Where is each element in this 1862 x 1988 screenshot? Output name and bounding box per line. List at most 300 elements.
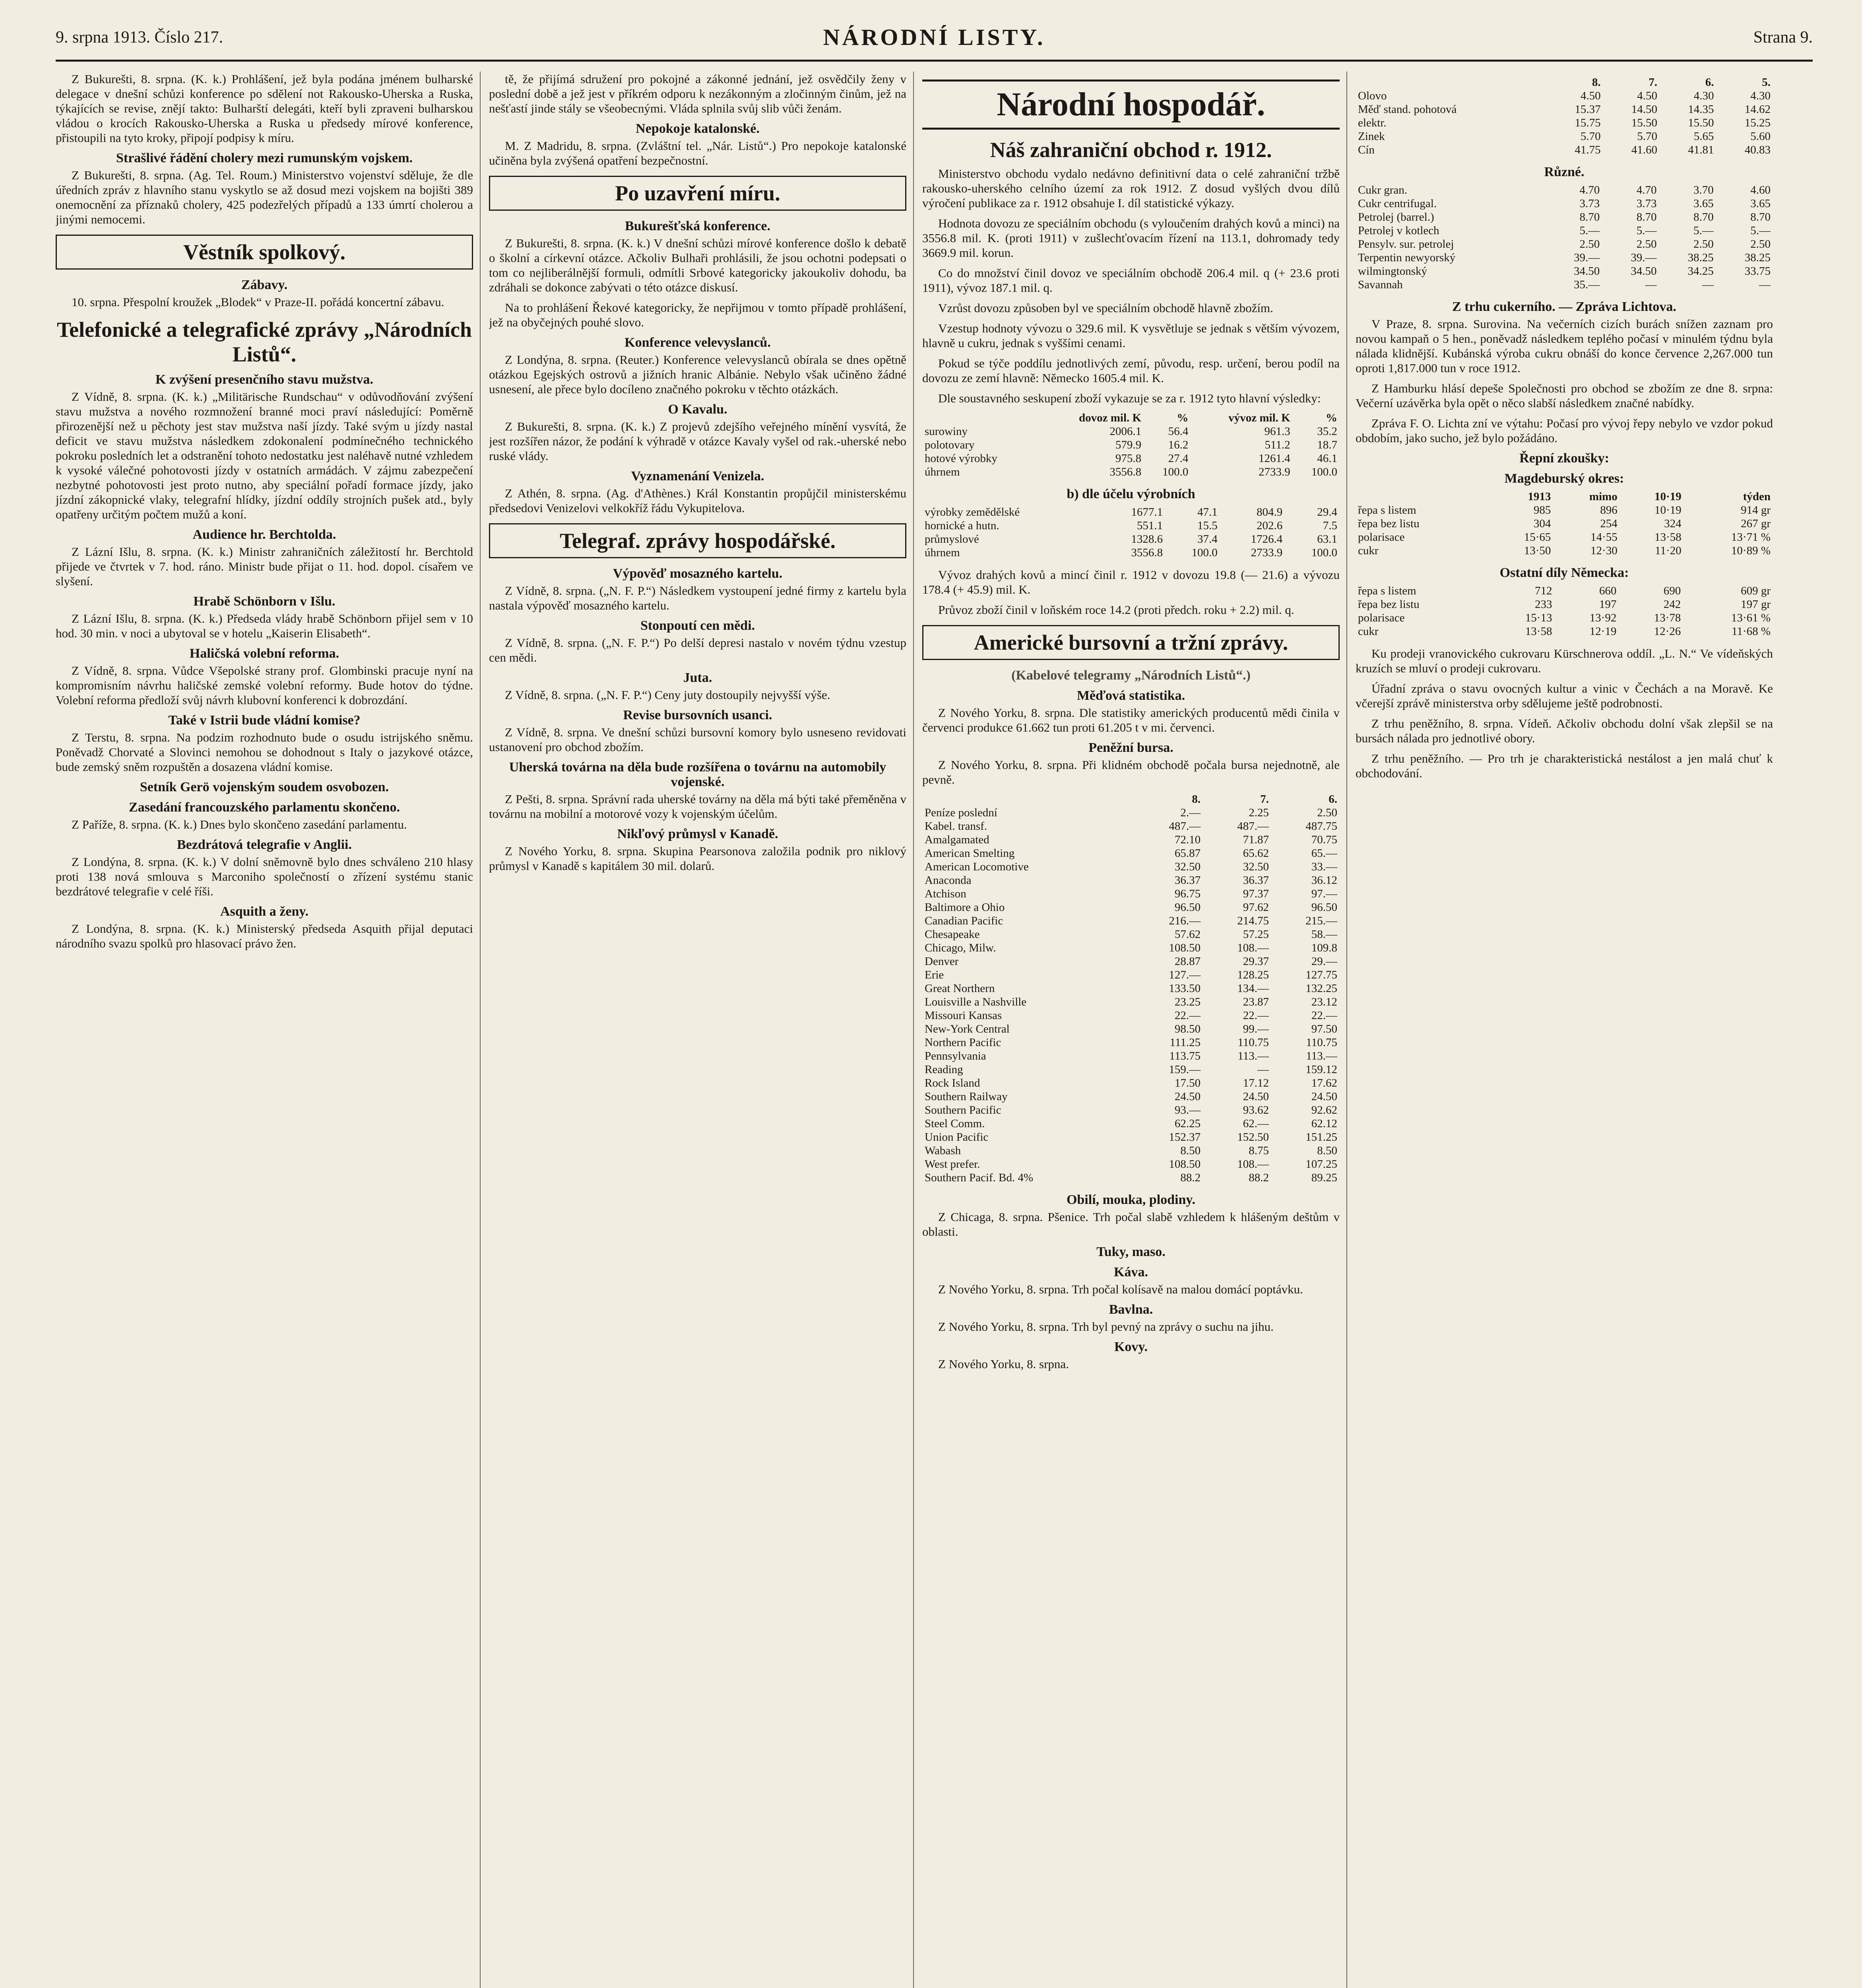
trade-table-b <box>922 505 1340 559</box>
column-rule <box>480 72 481 1988</box>
table-cell: 34.25 <box>1687 265 1714 278</box>
article-paragraph: Z Bukurešti, 8. srpna. (Ag. Tel. Roum.) Ministerstvo vojenství sděluje, že dle úředních zpráv z hlavního stanu vyskytlo se až dosud mezi vojskem na bojišti 389 onemocnění za příznaků cholery, 425 podezřelých případů a 133 úmrtí cholerou a jinými nemocemi. <box>56 168 473 226</box>
table-row <box>1356 130 1773 143</box>
table-row <box>922 519 1340 532</box>
table-cell: 17.12 <box>1243 1077 1269 1089</box>
table-row <box>922 833 1340 846</box>
article-paragraph: Z Nového Yorku, 8. srpna. <box>938 1357 1069 1371</box>
column-rule <box>1346 72 1347 1988</box>
table-cell: Baltimore a Ohio <box>925 901 1005 914</box>
article-paragraph: Z Vídně, 8. srpna. Vůdce Všepolské strany prof. Glombinski pracuje nyní na kompromisním návrhu haličské zemské volební reformy. Bude hotov do týdne. Volební reforma předloží svůj návrh klubovní konferenci k dobrozdání. <box>56 664 473 707</box>
table-cell: 34.50 <box>1631 265 1657 278</box>
table-row <box>922 505 1340 519</box>
table-cell: 63.1 <box>1317 533 1337 546</box>
article-paragraph: Z Vídně, 8. srpna. Ve dnešní schůzi bursovní komory bylo usneseno revidovati ustanovení pro obchod zbožím. <box>489 725 906 754</box>
table-cell: 15.50 <box>1631 116 1658 129</box>
table-cell: American Smelting <box>925 847 1015 860</box>
article-paragraph: Z trhu peněžního. — Pro trh je charakteristická nestálost a jen malá chuť k obchodování. <box>1356 751 1773 780</box>
table-cell: 985 <box>1533 504 1551 516</box>
article-heading: Asquith a ženy. <box>220 904 308 919</box>
table-cell: 93.— <box>1174 1104 1201 1116</box>
table-row <box>922 1076 1340 1090</box>
table-header-cell: 7. <box>1649 76 1658 89</box>
table-cell: Anaconda <box>925 874 972 887</box>
table-cell: 97.62 <box>1243 901 1269 914</box>
table-header-cell: 1913 <box>1528 490 1551 503</box>
article-paragraph: Z Nového Yorku, 8. srpna. Při klidném obchodě počala bursa nejednotně, ale pevně. <box>922 758 1340 786</box>
article-paragraph: Z Nového Yorku, 8. srpna. Trh byl pevný na zprávy o suchu na jihu. <box>938 1320 1274 1334</box>
article-paragraph: Co do množství činil dovoz ve speciálním obchodě 206.4 mil. q (+ 23.6 proti 1911), vývoz 187.1 mil. q. <box>922 266 1340 295</box>
article-paragraph: Dle soustavného seskupení zboží vykazuje se za r. 1912 tyto hlavní výsledky: <box>938 391 1321 405</box>
table-cell: 96.75 <box>1174 887 1201 900</box>
article-heading: Měďová statistika. <box>1076 688 1185 703</box>
table-cell: 914 gr <box>1741 504 1771 516</box>
table-cell: 2733.9 <box>1251 546 1283 559</box>
table-cell: 5.65 <box>1693 130 1714 143</box>
article-heading: Kovy. <box>1114 1340 1148 1354</box>
page-number: Strana 9. <box>1753 28 1813 47</box>
table-header-cell: % <box>1326 412 1337 424</box>
article-paragraph: Z Hamburku hlásí depeše Společnosti pro obchod se zbožím ze dne 8. srpna: Večerní uzávěrka byla opět o něco slabší následkem značné nabídky. <box>1356 381 1773 410</box>
table-row <box>922 860 1340 874</box>
table-cell: Canadian Pacific <box>925 914 1003 927</box>
column-4 <box>1356 72 1773 1988</box>
article-heading: Revise bursovních usanci. <box>623 708 772 722</box>
table-cell: 8.75 <box>1249 1144 1269 1157</box>
article-paragraph: Z Paříže, 8. srpna. (K. k.) Dnes bylo skončeno zasedání parlamentu. <box>72 817 407 831</box>
article-paragraph: Z Vídně, 8. srpna. (K. k.) „Militärische Rundschau“ v odůvodňování zvýšení stavu mužstva a nového rozmnožení branné moci praví následující: Poměrně přirozenější než u pěchoty jest stav mužstva naší jízdy. Také svým u jízdy nastal deficit ve stavu mužstva následkem zdokonalení podmínečného technického pokroku posledních let a odstranění tohoto nedostatku jest naléhavě nutné vzhledem k vysoké válečné pohotovosti jízdy v ostatních armádách. V zájmu zabezpečení nezbytné pohotovosti jest proto nutno, aby speciální pořadí formace jízdy, jako jízdní zákopnické vlaky, telegrafní hlídky, jízdní oddíly strojních pušek atd., byly opatřeny určitým počtem mužů a koní. <box>56 390 473 521</box>
table-cell: 11·20 <box>1655 544 1682 557</box>
table-row <box>922 1049 1340 1063</box>
table-cell: 33.75 <box>1744 265 1771 278</box>
table-cell: 107.25 <box>1305 1158 1337 1171</box>
column-rule <box>913 72 914 1988</box>
article-heading: Zábavy. <box>241 278 288 292</box>
article-heading: Konference velevyslanců. <box>625 335 771 350</box>
article-heading: Káva. <box>1114 1265 1148 1279</box>
table-cell: 65.— <box>1311 847 1337 860</box>
table-cell: wilmingtonský <box>1358 265 1428 278</box>
table-cell: 579.9 <box>1115 439 1142 451</box>
table-cell: 1328.6 <box>1131 533 1163 546</box>
article-heading: Hrabě Schönborn v Išlu. <box>193 594 336 609</box>
table-cell: 24.50 <box>1174 1090 1201 1103</box>
table-cell: 34.50 <box>1573 265 1600 278</box>
table-cell: 14·55 <box>1590 531 1618 544</box>
table-cell: 29.— <box>1311 955 1337 968</box>
table-row <box>922 1144 1340 1157</box>
table-cell: 2.50 <box>1636 238 1657 250</box>
table-cell: průmyslové <box>925 533 979 546</box>
article-paragraph: tě, že přijímá sdružení pro pokojné a zákonné jednání, jež osvědčily ženy v poslední době a jež jest v příkrém odporu k nezákonným a zločinným činům, jež na nešťastí jinde stály se všeobecnými. Vláda splnila svůj slib vůči ženám. <box>489 72 906 115</box>
table-row <box>922 819 1340 833</box>
article-paragraph: Z Londýna, 8. srpna. (K. k.) Ministerský předseda Asquith přijal deputaci národního svazu spolků pro hlasovací právo žen. <box>56 922 473 950</box>
article-paragraph: Vývoz drahých kovů a mincí činil r. 1912 v dovozu 19.8 (— 21.6) a vývozu 178.4 (+ 45.9) mil. K. <box>922 568 1340 596</box>
article-heading: Juta. <box>683 670 712 685</box>
table-row <box>1356 598 1773 611</box>
table-cell: 41.75 <box>1575 144 1601 156</box>
table-row <box>922 1130 1340 1144</box>
article-paragraph: Průvoz zboží činil v loňském roce 14.2 (proti předch. roku + 2.2) mil. q. <box>938 603 1294 617</box>
table-cell: úhrnem <box>925 546 960 559</box>
table-cell: 304 <box>1533 517 1551 530</box>
table-row <box>1356 264 1773 278</box>
table-cell: 3.65 <box>1750 197 1771 210</box>
article-heading: O Kavalu. <box>668 402 727 417</box>
table-cell: 39.— <box>1573 251 1600 264</box>
table-cell: 324 <box>1664 517 1682 530</box>
table-cell: 3.73 <box>1636 197 1657 210</box>
table-row <box>1356 143 1773 157</box>
table-cell: 13·50 <box>1524 544 1551 557</box>
table-cell: Louisville a Nashville <box>925 996 1027 1008</box>
article-heading: Stonpoutí cen mědi. <box>640 618 755 633</box>
table-cell: 22.— <box>1311 1009 1337 1022</box>
article-heading: Z trhu cukerního. — Zpráva Lichtova. <box>1452 299 1676 314</box>
table-row <box>922 874 1340 887</box>
table-header-cell: % <box>1177 412 1189 424</box>
table-cell: 4.50 <box>1637 89 1658 102</box>
table-cell: 15.37 <box>1575 103 1601 116</box>
table-cell: polotovary <box>925 439 975 451</box>
table-row <box>922 901 1340 914</box>
table-cell: 2.50 <box>1693 238 1714 250</box>
section-subtitle: (Kabelové telegramy „Národních Listů“.) <box>1011 668 1251 683</box>
article-heading: Vyznamenání Venizela. <box>631 469 764 483</box>
table-cell: 13·92 <box>1589 612 1617 624</box>
table-cell: 32.50 <box>1243 860 1269 873</box>
table-cell: Kabel. transf. <box>925 820 987 833</box>
table-cell: 35.— <box>1573 278 1600 291</box>
article-heading: Obilí, mouka, plodiny. <box>1066 1192 1196 1207</box>
table-cell: 36.37 <box>1174 874 1201 887</box>
table-header-cell: 10·19 <box>1654 490 1682 503</box>
table-cell: Chicago, Milw. <box>925 942 996 954</box>
article-heading: Nepokoje katalonské. <box>636 121 760 136</box>
article-paragraph: Zpráva F. O. Lichta zní ve výtahu: Počasí pro vývoj řepy nebylo ve vzdor pokud obdobím, jako sucho, jež bylo požádáno. <box>1356 416 1773 445</box>
table-cell: 15.50 <box>1688 116 1714 129</box>
table-header-cell <box>1356 76 1546 89</box>
table-cell: 12·30 <box>1590 544 1618 557</box>
table-header-cell: mimo <box>1589 490 1618 503</box>
table-row <box>922 1171 1340 1184</box>
table-cell: Southern Railway <box>925 1090 1008 1103</box>
table-cell: 36.37 <box>1243 874 1269 887</box>
table-row <box>922 846 1340 860</box>
table-cell: Petrolej (barrel.) <box>1358 211 1434 223</box>
table-cell: Cukr centrifugal. <box>1358 197 1437 210</box>
table-cell: 267 gr <box>1741 517 1771 530</box>
table-row <box>922 438 1340 452</box>
misc-table <box>1356 183 1773 291</box>
table-cell: 5.— <box>1693 224 1714 237</box>
article-paragraph: Hodnota dovozu ze speciálním obchodu (s vyloučením drahých kovů a minci) na 3556.8 mil. K. (proti 1911) v zušlechťovacím řízení na 113.1, dohromady tedy 3669.9 mil. korun. <box>922 216 1340 260</box>
table-cell: 62.12 <box>1311 1117 1337 1130</box>
table-cell: Erie <box>925 969 944 981</box>
table-cell: 108.50 <box>1169 1158 1201 1171</box>
table-title: b) dle účelu výrobních <box>1067 487 1195 501</box>
table-cell: Savannah <box>1358 278 1403 291</box>
table-cell: 5.— <box>1579 224 1600 237</box>
table-cell: 13·78 <box>1654 612 1681 624</box>
table-row <box>922 1090 1340 1103</box>
table-row <box>922 806 1340 819</box>
table-cell: 11·68 % <box>1732 625 1771 638</box>
table-cell: 242 <box>1663 598 1681 611</box>
table-row <box>922 928 1340 941</box>
table-cell: Amalgamated <box>925 833 989 846</box>
table-cell: Missouri Kansas <box>925 1009 1002 1022</box>
table-row <box>922 968 1340 982</box>
table-cell: 197 gr <box>1741 598 1771 611</box>
table-cell: 14.62 <box>1744 103 1771 116</box>
table-cell: 4.30 <box>1693 89 1714 102</box>
table-cell: 113.75 <box>1169 1050 1201 1062</box>
article-paragraph: Z Chicaga, 8. srpna. Pšenice. Trh počal slabě vzhledem k hlášeným deštům v oblasti. <box>922 1210 1340 1239</box>
table-cell: 5.60 <box>1750 130 1771 143</box>
table-cell: 3556.8 <box>1131 546 1163 559</box>
table-header-cell <box>1356 490 1489 503</box>
table-cell: 152.50 <box>1237 1131 1269 1143</box>
table-cell: 47.1 <box>1197 506 1218 518</box>
table-cell: 41.60 <box>1631 144 1658 156</box>
table-cell: 97.37 <box>1243 887 1269 900</box>
table-row <box>922 982 1340 995</box>
paper-title: NÁRODNÍ LISTY. <box>823 24 1045 50</box>
table-cell: 14.35 <box>1688 103 1714 116</box>
table-cell: 233 <box>1534 598 1552 611</box>
section-title-mir: Po uzavření míru. <box>489 176 906 211</box>
table-cell: elektr. <box>1358 116 1387 129</box>
table-row <box>1356 103 1773 116</box>
article-paragraph: Z Terstu, 8. srpna. Na podzim rozhodnuto bude o osudu istrijského sněmu. Poněvadž Chorvaté a Slovinci nemohou se dohodnout s Italy o jazykové otázce, bude zemský sněm rozpuštěn a dosazena vládní komise. <box>56 730 473 774</box>
table-cell: 58.— <box>1311 928 1337 941</box>
table-cell: 4.50 <box>1580 89 1601 102</box>
table-cell: 71.87 <box>1243 833 1269 846</box>
table-cell: Wabash <box>925 1144 961 1157</box>
article-heading: Bavlna. <box>1109 1302 1153 1317</box>
table-cell: 5.— <box>1636 224 1657 237</box>
table-header-cell: dovoz mil. K <box>1079 412 1142 424</box>
column-2 <box>489 72 906 1988</box>
table-cell: 13·58 <box>1525 625 1552 638</box>
table-cell: 13·58 <box>1654 531 1682 544</box>
table-cell: 100.0 <box>1311 466 1337 478</box>
table-cell: 4.70 <box>1636 184 1657 196</box>
table-cell: Steel Comm. <box>925 1117 985 1130</box>
table-cell: 8.70 <box>1750 211 1771 223</box>
table-cell: 159.12 <box>1305 1063 1337 1076</box>
table-cell: 108.— <box>1237 942 1269 954</box>
table-cell: Zinek <box>1358 130 1385 143</box>
table-row <box>922 995 1340 1009</box>
article-paragraph: Z Nového Yorku, 8. srpna. Dle statistiky amerických producentů mědi činila v červenci produkce 61.662 tun proti 61.205 t v mi. červenci. <box>922 706 1340 734</box>
table-row <box>922 887 1340 901</box>
table-row <box>922 546 1340 559</box>
table-cell: Atchison <box>925 887 966 900</box>
table-cell: polarisace <box>1358 612 1405 624</box>
table-cell: 551.1 <box>1137 519 1163 532</box>
table-header-cell <box>922 792 1135 806</box>
table-cell: 2.50 <box>1317 806 1337 819</box>
table-row <box>922 955 1340 968</box>
table-row <box>1356 210 1773 224</box>
table-header-row <box>1356 76 1773 89</box>
table-row <box>1356 237 1773 251</box>
table-header-cell: 7. <box>1260 793 1269 806</box>
table-cell: 23.87 <box>1243 996 1269 1008</box>
table-cell: 10·89 % <box>1731 544 1771 557</box>
table-cell: 15.75 <box>1575 116 1601 129</box>
table-cell: 36.12 <box>1311 874 1337 887</box>
article-paragraph: 10. srpna. Přespolní kroužek „Blodek“ v Praze-II. pořádá koncertní zábavu. <box>72 295 444 309</box>
table-cell: 23.25 <box>1174 996 1201 1008</box>
table-cell: Terpentin newyorský <box>1358 251 1456 264</box>
article-heading: Uherská továrna na děla bude rozšířena o továrnu na automobily vojenské. <box>509 760 886 789</box>
table-cell: 92.62 <box>1311 1104 1337 1116</box>
table-cell: 5.70 <box>1637 130 1658 143</box>
table-row <box>922 1103 1340 1117</box>
table-cell: 27.4 <box>1168 452 1189 465</box>
table-cell: 975.8 <box>1115 452 1142 465</box>
table-row <box>922 425 1340 438</box>
table-cell: úhrnem <box>925 466 960 478</box>
table-cell: 13·71 % <box>1731 531 1771 544</box>
table-row <box>1356 503 1773 517</box>
table-cell: 134.— <box>1237 982 1269 995</box>
table-header-cell: vývoz mil. K <box>1228 412 1290 424</box>
table-cell: 2.50 <box>1579 238 1600 250</box>
table-cell: 39.— <box>1631 251 1657 264</box>
table-cell: 32.50 <box>1174 860 1201 873</box>
column-1 <box>56 72 473 1988</box>
table-cell: Reading <box>925 1063 963 1076</box>
table-cell: 33.— <box>1311 860 1337 873</box>
table-row <box>922 1022 1340 1036</box>
table-cell: Northern Pacific <box>925 1036 1001 1049</box>
table-header-cell: 8. <box>1592 76 1601 89</box>
table-cell: surowiny <box>925 425 968 438</box>
article-paragraph: Z Pešti, 8. srpna. Správní rada uherské továrny na děla má býti také přeměněna v továrnu na mobilní a motorové vozy k vojenským účelům. <box>489 792 906 821</box>
article-paragraph: V Praze, 8. srpna. Surovina. Na večerních cizích burách snížen zaznam pro novou kampaň o 5 hen., poněvadž následkem teplého počasí v minulém týdnu byla nálada klidnější. Kubánská výroba cukru obnáší do konce července 2,267.000 tun oproti 1,817.000 tun v roce 1912. <box>1356 317 1773 375</box>
article-paragraph: Z Bukurešti, 8. srpna. (K. k.) V dnešní schůzi mírové konference došlo k debatě o školní a církevní otázce. Ačkoliv Bulhaři prohlásili, že jsou ochotni podepsati o tom co nejliberálnější formuli, odmítli Srbové kategoricky jakoukoliv dohodu, ba zdráhali se dokonce zabývati o této otázce diskusí. <box>489 236 906 294</box>
table-cell: 24.50 <box>1311 1090 1337 1103</box>
table-cell: 109.8 <box>1311 942 1337 954</box>
table-cell: New-York Central <box>925 1023 1010 1035</box>
stock-table <box>922 792 1340 1184</box>
table-cell: 38.25 <box>1687 251 1714 264</box>
table-cell: 151.25 <box>1305 1131 1337 1143</box>
metals-table <box>1356 76 1773 157</box>
table-cell: cukr <box>1358 544 1379 557</box>
article-paragraph: Z Athén, 8. srpna. (Ag. d'Athènes.) Král Konstantin propůjčil ministerskému předsedovi Venizelovi velkokříž řádu Vykupitelova. <box>489 486 906 515</box>
table-cell: 3.65 <box>1693 197 1714 210</box>
table-cell: 2.25 <box>1249 806 1269 819</box>
article-paragraph: Ku prodeji vranovického cukrovaru Kürschnerova oddíl. „L. N.“ Ve vídeňských kruzích se mluví o prodeji cukrovaru. <box>1356 646 1773 675</box>
table-cell: 487.— <box>1237 820 1269 833</box>
issue-date: 9. srpna 1913. Číslo 217. <box>56 28 223 47</box>
table-cell: Southern Pacif. Bd. 4% <box>925 1171 1034 1184</box>
table-cell: Peníze poslední <box>925 806 997 819</box>
article-paragraph: Z trhu peněžního, 8. srpna. Vídeň. Ačkoliv obchodu dolní však zlepšil se na bursách nálada pro jednotlivé obory. <box>1356 716 1773 745</box>
table-cell: Rock Island <box>925 1077 980 1089</box>
article-heading: Setník Gerö vojenským soudem osvobozen. <box>140 780 389 794</box>
table-cell: 487.75 <box>1305 820 1337 833</box>
article-heading: Výpověď mosazného kartelu. <box>613 566 783 581</box>
article-heading: Ostatní díly Německa: <box>1499 565 1629 580</box>
table-cell: — <box>1645 278 1657 291</box>
table-row <box>922 1036 1340 1049</box>
table-cell: řepa bez listu <box>1358 598 1420 611</box>
article-paragraph: Pokud se týče poddílu jednotlivých zemí, původu, resp. určení, berou podíl na dovozu ze zemí hlavně: Německo 1605.4 mil. K. <box>922 356 1340 385</box>
article-heading: Zasedání francouzského parlamentu skončeno. <box>129 800 400 815</box>
table-header-cell: 6. <box>1329 793 1337 806</box>
table-cell: 22.— <box>1174 1009 1201 1022</box>
table-cell: 8.70 <box>1579 211 1600 223</box>
table-cell: 18.7 <box>1317 439 1337 451</box>
table-cell: řepa s listem <box>1358 584 1416 597</box>
table-row <box>1356 183 1773 197</box>
table-row <box>1356 278 1773 291</box>
table-cell: 100.0 <box>1311 546 1337 559</box>
table-row <box>1356 251 1773 264</box>
table-cell: 690 <box>1663 584 1681 597</box>
table-cell: 511.2 <box>1265 439 1290 451</box>
table-cell: American Locomotive <box>925 860 1029 873</box>
table-row <box>922 532 1340 546</box>
article-paragraph: Z Vídně, 8. srpna. („N. F. P.“) Po delší depresi nastalo v novém týdnu vzestup cen mědi. <box>489 636 906 664</box>
table-cell: 24.50 <box>1243 1090 1269 1103</box>
table-cell: 1726.4 <box>1251 533 1283 546</box>
table-row <box>1356 89 1773 103</box>
table-cell: 1261.4 <box>1258 452 1290 465</box>
table-cell: řepa s listem <box>1358 504 1416 516</box>
table-cell: 10·19 <box>1654 504 1682 516</box>
trade-table-a <box>922 411 1340 479</box>
table-cell: 5.— <box>1750 224 1771 237</box>
table-cell: Pennsylvania <box>925 1050 986 1062</box>
table-cell: Petrolej v kotlech <box>1358 224 1439 237</box>
table-row <box>922 1117 1340 1130</box>
table-row <box>1356 197 1773 210</box>
table-cell: 96.50 <box>1174 901 1201 914</box>
page-header <box>56 24 1813 62</box>
section-title-telegraf-hosp: Telegraf. zprávy hospodářské. <box>489 523 906 558</box>
article-paragraph: Na to prohlášení Řekové kategoricky, že nepřijmou v tomto případě prohlášení, jež na obyčejných pouhé slovo. <box>489 301 906 329</box>
table-cell: 93.62 <box>1243 1104 1269 1116</box>
table-cell: 3.70 <box>1693 184 1714 196</box>
table-cell: 22.— <box>1243 1009 1269 1022</box>
article-paragraph: Z Nového Yorku, 8. srpna. Trh počal kolísavě na malou domácí poptávku. <box>938 1282 1303 1296</box>
table-cell: Great Northern <box>925 982 995 995</box>
table-cell: 17.50 <box>1174 1077 1201 1089</box>
table-cell: 660 <box>1599 584 1617 597</box>
table-cell: 23.12 <box>1311 996 1337 1008</box>
table-cell: — <box>1702 278 1714 291</box>
article-heading: Řepní zkoušky: <box>1519 451 1609 466</box>
table-cell: 804.9 <box>1257 506 1283 518</box>
table-cell: 8.70 <box>1693 211 1714 223</box>
article-heading: Audience hr. Berchtolda. <box>192 527 336 542</box>
table-cell: 8.50 <box>1317 1144 1337 1157</box>
table-header-row <box>1356 490 1773 503</box>
article-heading: Bezdrátová telegrafie v Anglii. <box>177 837 352 852</box>
table-row <box>922 452 1340 465</box>
table-cell: 57.62 <box>1174 928 1201 941</box>
table-cell: 127.— <box>1169 969 1201 981</box>
table-cell: 4.30 <box>1750 89 1771 102</box>
table-cell: 2.— <box>1180 806 1201 819</box>
